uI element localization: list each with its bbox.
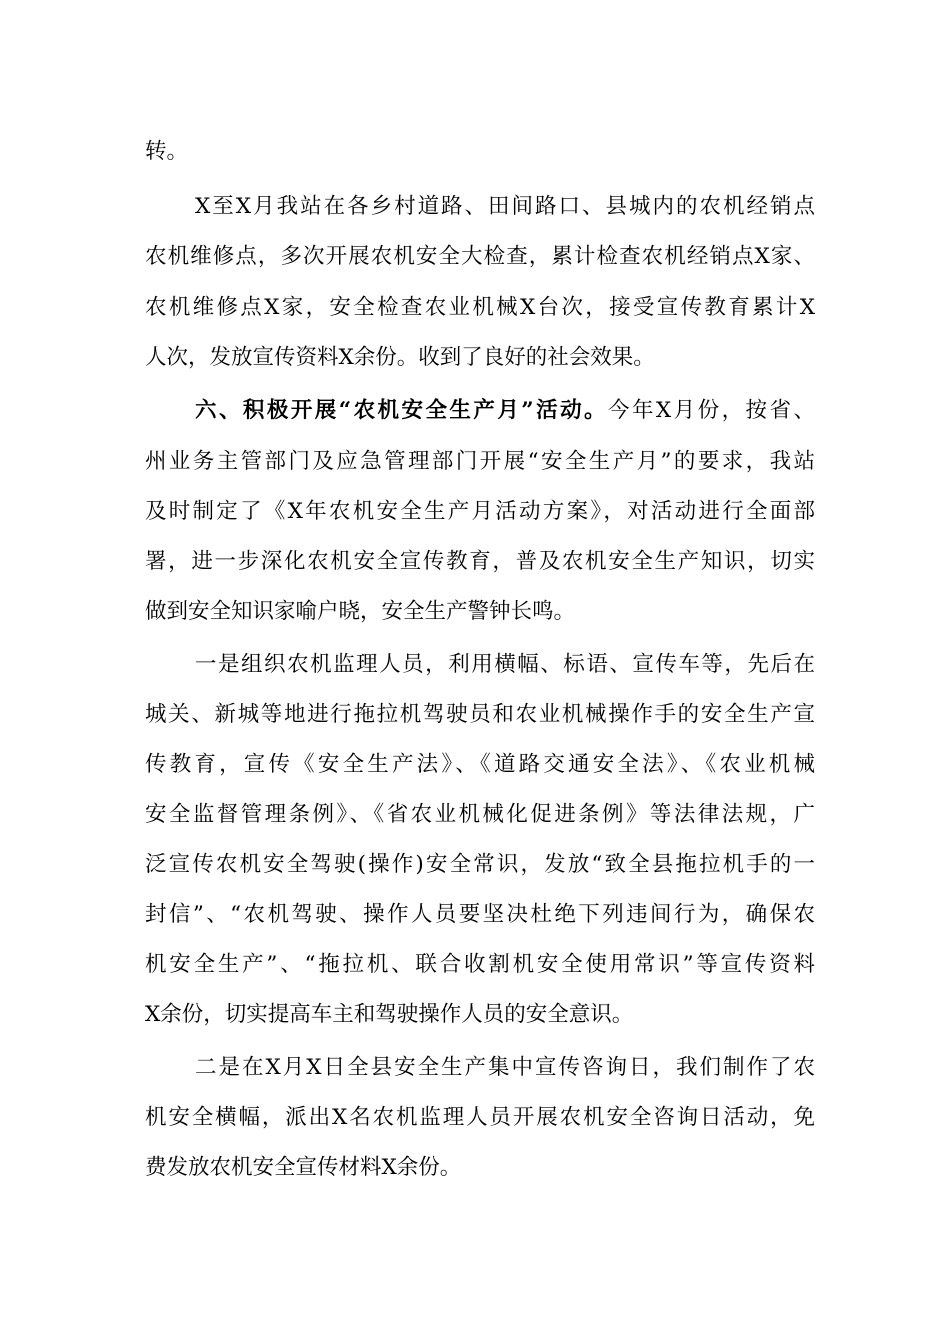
paragraph-line: X至X月我站在各乡村道路、田间路口、县城内的农机经销点 <box>195 194 815 219</box>
paragraph-line: 做到安全知识家喻户晓，安全生产警钟长鸣。 <box>145 599 576 624</box>
paragraph-line: 署，进一步深化农机安全宣传教育，普及农机安全生产知识，切实 <box>145 549 815 574</box>
paragraph-line: X余份，切实提高车主和驾驶操作人员的安全意识。 <box>145 1002 634 1027</box>
paragraph-line: 机安全生产”、“拖拉机、联合收割机安全使用常识”等宣传资料 <box>145 952 815 977</box>
paragraph-line: 传教育，宣传《安全生产法》、《道路交通安全法》、《农业机械 <box>145 752 815 777</box>
section-heading-line <box>195 396 815 426</box>
paragraph-line: 人次，发放宣传资料X余份。收到了良好的社会效果。 <box>145 345 655 370</box>
paragraph-line: 农机维修点X家，安全检查农业机械X台次，接受宣传教育累计X <box>145 295 815 320</box>
paragraph-line: 及时制定了《X年农机安全生产月活动方案》，对活动进行全面部 <box>145 499 815 524</box>
paragraph-line: 机安全横幅，派出X名农机监理人员开展农机安全咨询日活动，免 <box>145 1105 815 1130</box>
paragraph-line: 农机维修点，多次开展农机安全大检查，累计检查农机经销点X家、 <box>145 244 815 269</box>
paragraph-line: 二是在X月X日全县安全生产集中宣传咨询日，我们制作了农 <box>195 1055 815 1080</box>
section-heading-rest: 今年X月份，按省、 <box>608 398 815 423</box>
paragraph-line: 安全监督管理条例》、《省农业机械化促进条例》等法律法规，广 <box>145 802 815 827</box>
paragraph-line: 封信”、“农机驾驶、操作人员要坚决杜绝下列违间行为，确保农 <box>145 902 815 927</box>
paragraph-continuation-line: 转。 <box>145 139 189 164</box>
paragraph-line: 一是组织农机监理人员，利用横幅、标语、宣传车等，先后在 <box>195 652 815 677</box>
paragraph-line: 城关、新城等地进行拖拉机驾驶员和农业机械操作手的安全生产宣 <box>145 702 815 727</box>
section-heading: 六、积极开展“农机安全生产月”活动。 <box>195 398 608 423</box>
paragraph-line: 州业务主管部门及应急管理部门开展“安全生产月”的要求，我站 <box>145 449 815 474</box>
paragraph-line: 费发放农机安全宣传材料X余份。 <box>145 1155 462 1180</box>
paragraph-line: 泛宣传农机安全驾驶(操作)安全常识，发放“致全县拖拉机手的一 <box>145 852 815 877</box>
